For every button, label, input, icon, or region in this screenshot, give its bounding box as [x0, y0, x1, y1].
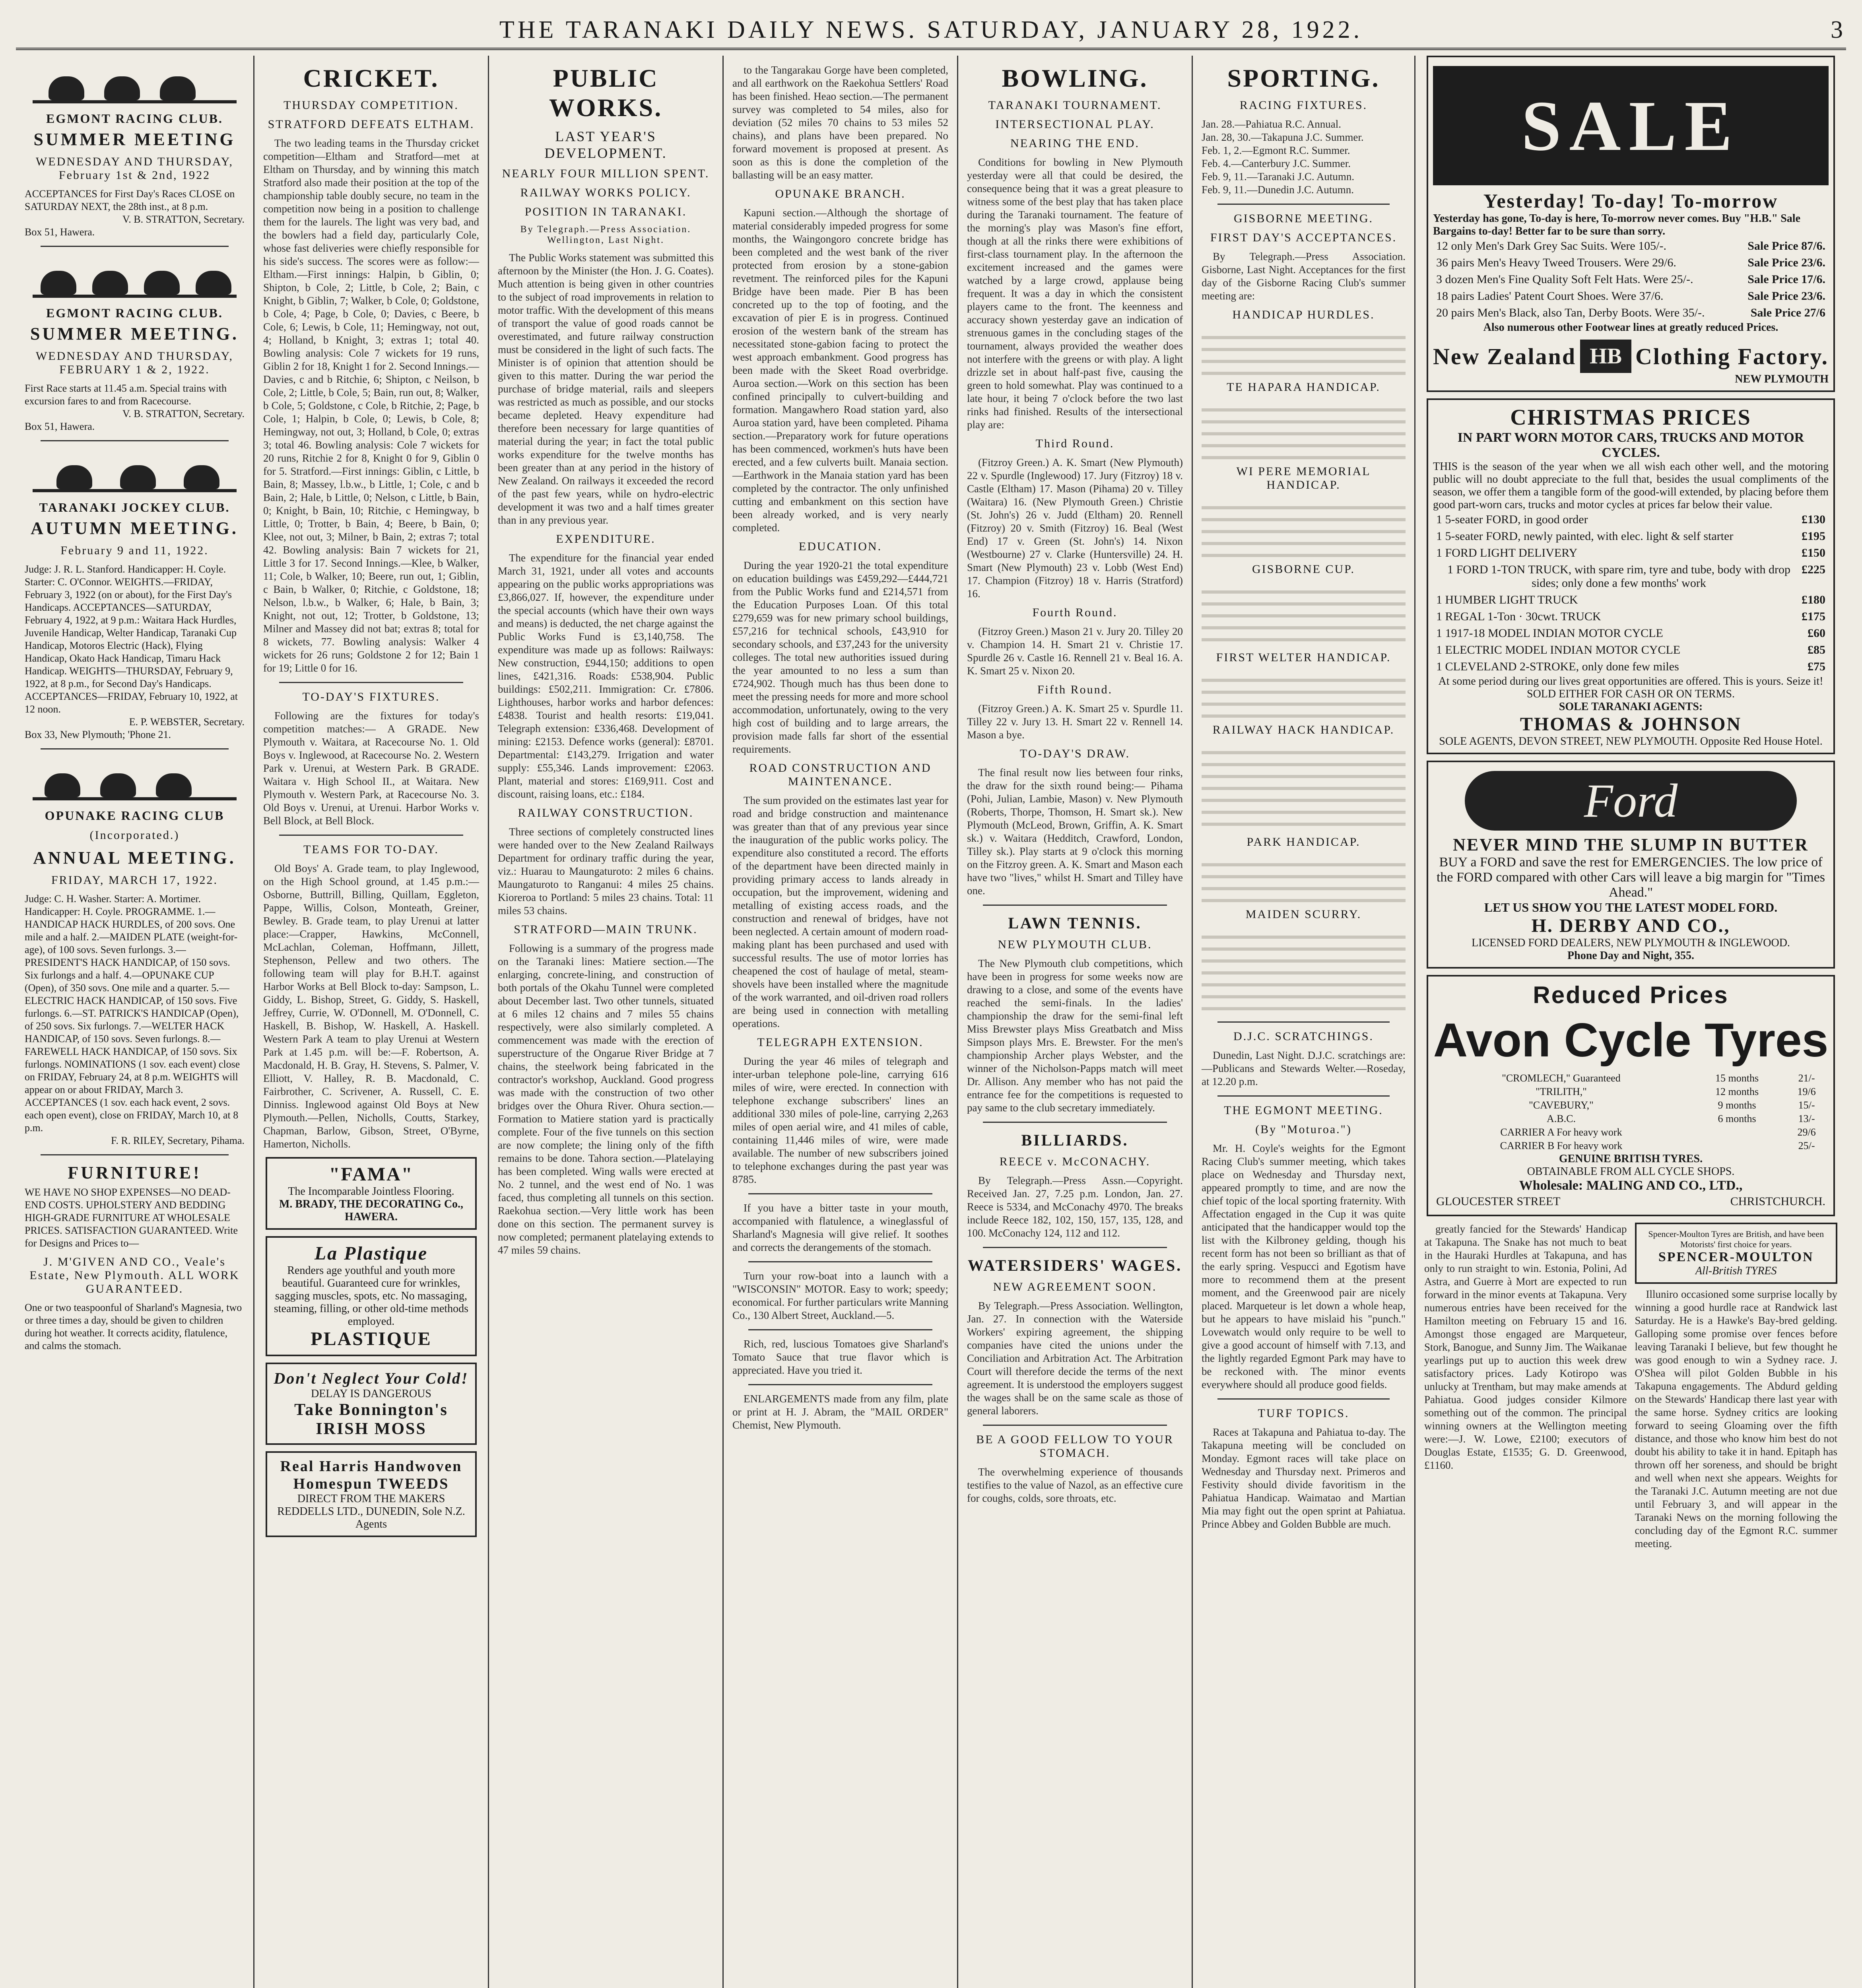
egmont-club-notice-2 [25, 306, 245, 433]
race-heading: TE HAPARA HANDICAP. [1227, 381, 1380, 394]
race-heading: WI PERE MEMORIAL HANDICAP. [1236, 465, 1371, 491]
fourth-round-body: (Fitzroy Green.) Mason 21 v. Jury 20. Tilley 20 v. Champion 14. H. Smart 21 v. Christie 17. Spurdle 26 v. Castle 16. Rennell 21 v. Beal 16. A. K. Smart 25 v. Nixon 20. [967, 625, 1183, 677]
car-item: 1 CLEVELAND 2-STROKE, only done few miles £75 [1436, 660, 1825, 673]
todays-draw-heading: TO-DAY'S DRAW. [1019, 747, 1130, 760]
plastique-logo: PLASTIQUE [311, 1328, 432, 1349]
enlargements-ad: ENLARGEMENTS made from any film, plate or print at H. J. Abram, the "MAIL ORDER" Chemist, New Plymouth. [732, 1393, 948, 1431]
club-box: Box 33, New Plymouth; 'Phone 21. [25, 729, 171, 740]
race-heading: GISBORNE CUP. [1252, 563, 1355, 576]
avon-price-table [1433, 1072, 1829, 1153]
cricket-heading: CRICKET. [303, 64, 439, 92]
club-box: Box 51, Hawera. [25, 226, 95, 238]
opunake-branch-heading: OPUNAKE BRANCH. [775, 187, 906, 200]
ford-headline: NEVER MIND THE SLUMP IN BUTTER [1453, 835, 1809, 854]
ford-cta: LET US SHOW YOU THE LATEST MODEL FORD. [1484, 900, 1778, 914]
racing-fixtures-heading: RACING FIXTURES. [1239, 99, 1368, 112]
sale-item: 36 pairs Men's Heavy Tweed Trousers. Were 29/6. Sale Price 23/6. [1436, 256, 1825, 269]
sale-left: New Zealand [1433, 343, 1577, 369]
christmas-prices-ad [1427, 398, 1835, 754]
club-dates: FRIDAY, MARCH 17, 1922. [51, 874, 218, 887]
harris-body: DIRECT FROM THE MAKERS [297, 1493, 445, 1505]
fixture-item: Feb. 1, 2.—Egmont R.C. Summer. [1202, 144, 1350, 156]
billiards-sub: REECE v. McCONACHY. [999, 1155, 1151, 1168]
tennis-body: The New Plymouth club competitions, which have been in progress for some weeks now are drawing to a close, and some of the events have reached the semi-finals. In the ladies' championship the draw for the semi-final left Miss Brewster plays Miss Greatbatch and Miss Simpson plays Mrs. E. Brewster. For the men's championship Archer plays Webster, and the winner of the Nicholson-Papps match will meet Dr. Allison. Any member who has not paid the entrance fee for the competitions is requested to pay same to the club secretary immediately. [967, 957, 1183, 1114]
acceptance-list [1202, 400, 1406, 459]
race-heading: PARK HANDICAP. [1247, 835, 1361, 848]
avon-row: CARRIER B For heavy work 25/- [1500, 1140, 1815, 1151]
columns [16, 56, 1846, 1988]
racing-fixtures-list [1202, 118, 1406, 196]
car-item: 1 HUMBER LIGHT TRUCK £180 [1436, 593, 1825, 606]
furniture-title: FURNITURE! [68, 1163, 202, 1182]
masthead-title: THE TARANAKI DAILY NEWS. SATURDAY, JANUARY 28, 1922. [499, 16, 1363, 43]
avon-wholesale: Wholesale: MALING AND CO., LTD., [1519, 1178, 1743, 1193]
plastique-body: Renders age youthful and youth more beautiful. Guaranteed cure for wrinkles, sagging muscles, spots, etc. No massaging, steaming, filling, or other old-time methods employed. [274, 1264, 469, 1328]
club-dates: WEDNESDAY AND THURSDAY, February 1st & 2nd, 1922 [35, 155, 234, 182]
pw-body4: Following is a summary of the progress made on the Taranaki lines: Matiere section.—The enlarging, concrete-lining, and construction of both portals of the Okahu Tunnel were completed about December last. Two other tunnels, situated at 6 miles 12 chains and 7 miles 55 chains respectively, were also similarly completed. A commencement was made with the erection of superstructure of the Ongarue River Bridge at 7 chains, the steelwork being fabricated in the contractor's workshop, Auckland. Good progress was made with the construction of two other bridges over the Ohura River. Ohura section.—Formation to Matiere station yard is practically complete. Four of the five tunnels on this section are now complete; the lining only of the fifth remains to be done. Tahora section.—Platelaying has been completed. Wing walls were erected at No. 2 tunnel, and the west end of No. 1 was faced, thus completing all tunnels on this section. Raekohua section.—Very little work has been done on this section. The permanent survey is now completed; permanent platelaying extends to 47 miles 59 chains. [498, 942, 714, 1256]
club-box: Box 51, Hawera. [25, 421, 95, 432]
racing-horse-illustration [33, 757, 237, 804]
race-heading: HANDICAP HURDLES. [1232, 308, 1375, 321]
christmas-note: At some period during our lives great opportunities are offered. This is yours. Seize it! SOLD EITHER FOR CASH OR ON TERMS. [1438, 675, 1823, 700]
avon-obtain: OBTAINABLE FROM ALL CYCLE SHOPS. [1527, 1165, 1735, 1178]
roads-body: The sum provided on the estimates last year for road and bridge construction and maintenance was greater than that of any previous year since the inauguration of the public works policy. The expenditure also constituted a record. The efforts of the department have been directed mainly in providing primary access to lands already in occupation, but the improvement, widening and metalling of existing access roads, and the construction and renewal of bridges, have not been neglected. A certain amount of modern road-making plant has been purchased and used with successful results. The use of motor lorries has cheapened the cost of haulage of metal, steam-shovels have been installed where the magnitude of the work warranted, and oil-driven road rollers are being used in connection with metalling operations. [732, 794, 948, 1029]
avon-row: "CROMLECH," Guaranteed 15 months 21/- [1502, 1072, 1815, 1084]
column-bowling [958, 56, 1193, 1988]
cricket-body1: The two leading teams in the Thursday cricket competition—Eltham and Stratford—met at Eltham on Thursday, and by winning this match Stratford also made their position at the top of the championship table doubly secure, no team in the competition now being in a position to challenge them for the laurels. The light was very bad, and the bowlers had a field day, particularly Cole, whose fast deliveries were chiefly responsible for his side's success. The scores were as follow:— Eltham.—First innings: Halpin, b Giblin, 0; Shipton, b Cole, 2; Little, b Cole, 2; Bain, c Knight, b Giblin, 7; Walker, b Cole, 0; Goldstone, b Cole, 4; Page, b Cole, 0; Davies, c Beere, b Cole, 6; Lewis, b Cole, 11; Hemingway, not out, 4; Holland, b Knight, 3; extras 1; total 40. Bowling analysis: Cole 7 wickets for 19 runs, Giblin 2 for 18, Knight 1 for 2. Second Innings.—Davies, c and b Ritchie, 6; Shipton, c Neilson, b Cole, 2; Little, b Cole, 5; Bain, run out, 8; Walker, b Cole, 5; Goldstone, c Cole, b Ritchie, 2; Page, b Cole, 1; Halpin, b Cole, 0; Lewis, b Cole, 8; Hemingway, not out, 3; Holland, b Cole, 0; extras 3; total 46. Bowling analysis: Cole 7 wickets for 20 runs, Ritchie 2 for 8, Knight 0 for 9, Giblin 0 for 5. Stratford.—First innings: Giblin, c Little, b Bain, 8; Massey, l.b.w., b Little, 1; Cole, c and b Bain, 2; Hale, b Little, 0; Nelson, c Little, b Bain, 0; Knight, b Bain, 10; Ritchie, c Hemingway, b Little, 0; Trotter, b Bain, 4; Beere, b Bain, 0; Klee, not out, 3; Milner, b Bain, 2; extras 7; total 42. Bowling analysis: Bain 7 wickets for 21, Little 3 for 17. Second Innings.—Klee, b Walker, 11; Cole, b Walker, 10; Beere, run out, 1; Giblin, c Bain, b Walker, 0; Ritchie, c Goldstone, 18; Nelson, l.b.w., b Walker, 6; Hale, b Bain, 3; Knight, not out, 12; Trotter, b Goldstone, 13; Milner and Massey did not bat; extras 8; total for 8 wickets, 77. Bowling analysis: Walker 4 wickets for 26 runs; Goldstone 2 for 12; Bain 1 for 19; Little 0 for 16. [263, 137, 479, 674]
acceptance-list [1202, 927, 1406, 1014]
watersiders-heading: WATERSIDERS' WAGES. [967, 1256, 1182, 1274]
sale-footer: Also numerous other Footwear lines at greatly reduced Prices. [1483, 321, 1779, 334]
cricket-sub2: STRATFORD DEFEATS ELTHAM. [268, 118, 475, 131]
acceptance-list [1202, 327, 1406, 375]
lawn-tennis-heading: LAWN TENNIS. [1008, 914, 1142, 932]
car-item: 1 5-seater FORD, newly painted, with elec. light & self starter £195 [1436, 530, 1825, 543]
fixtures-body: Following are the fixtures for today's competition matches:— A GRADE. New Plymouth v. Waitara, at Racecourse No. 1. Old Boys v. Inglewood, at Racecourse No. 2. Western Park v. Urenui, at Western Park. B GRADE. Waitara v. High School II., at Waitara. New Plymouth v. Western Park, at Racecourse No. 3. Old Boys v. Urenui, at Urenui. Harbor Works v. Bell Block, at Bell Block. [263, 710, 479, 827]
third-round-body: (Fitzroy Green.) A. K. Smart (New Plymouth) 22 v. Spurdle (Inglewood) 17. Jury (Fitzroy) 18 v. Castle (Eltham) 17. Mason (Pihama) 20 v. Tilley (Waitara) 16. (New Plymouth Green.) Christie (St. John's) 26 v. Judd (Eltham) 20. Rennell (Fitzroy) 20 v. Smith (Fitzroy) 16. Beal (West End) 17 v. Green (St. John's) 14. Nixon (Westbourne) 27 v. Clarke (Huntersville) 24. H. Smart (New Plymouth) 23 v. Lobb (West End) 17. Champion (Fitzroy) 18 v. Harris (Stratford) 16. [967, 456, 1183, 600]
bowling-sub1: TARANAKI TOURNAMENT. [988, 99, 1162, 112]
pw-body1: The Public Works statement was submitted this afternoon by the Minister (the Hon. J. G. Coates). Much attention is being given in other countries to the subject of road improvements in relation to motor traffic. With the development of this means of transport the value of good roads cannot be overestimated, and future railway construction must be considered in the light of such facts. The Minister is of opinion that attention should be given to this matter. During the war period the purchase of bridge material, rails and sleepers was restricted as much as possible, and our stocks became depleted. Heavy expenditure had therefore been necessary for large quantities of material during the year; in fact the total public works expenditure for the twelve months has been greater than at any period in the history of New Zealand. On railways it exceeded the record of the past few years, while on hydro-electric development it was two and a half times greater than in any previous year. [498, 252, 714, 526]
club-meeting: SUMMER MEETING. [30, 324, 239, 344]
plastique-title: La Plastique [314, 1243, 428, 1264]
sporting-continued-right [1635, 1223, 1838, 1553]
club-meeting: SUMMER MEETING [33, 130, 236, 149]
club-sign: F. R. RILEY, Secretary, Pihama. [111, 1135, 245, 1146]
education-heading: EDUCATION. [798, 540, 882, 553]
spencer-tag: All-British TYRES [1695, 1265, 1777, 1277]
bonnington-ad [266, 1363, 477, 1445]
sporting-continued-right-body: Illuniro occasioned some surprise locally by winning a good hurdle race at Randwick last Saturday. He is a Hawke's Bay-bred gelding. Galloping some promise over fences before leaving Taranaki I believe, but few thought he was good enough to win a Sydney race. J. O'Shea will pilot Golden Bubble in his Takapuna engagements. The Abdurd gelding on the Stewards' Handicap there last year with the same horse. Sydney critics are looking forward to seeing Gloaming over the fifth distance, and those who know him best do not doubt his ability to take it in hand. Epitaph has thrown off her soreness, and should be bright and well when next she appears. Weights for the Taranaki J.C. Autumn meeting are not due until February 3, and will appear in the Taranaki News on the morning following the concluding day of the Egmont R.C. summer meeting. [1635, 1288, 1837, 1549]
race-heading: RAILWAY HACK HANDICAP. [1212, 723, 1395, 736]
acceptance-list [1202, 670, 1406, 718]
avon-row: "TRILITH," 12 months 19/6 [1536, 1086, 1816, 1097]
club-name: EGMONT RACING CLUB. [46, 306, 223, 320]
harris-title: Real Harris Handwoven Homespun TWEEDS [280, 1458, 462, 1492]
club-name: TARANAKI JOCKEY CLUB. [39, 500, 230, 514]
stomach-ad-heading: BE A GOOD FELLOW TO YOUR STOMACH. [976, 1433, 1174, 1460]
column-public-works-continued [724, 56, 958, 1988]
club-name: OPUNAKE RACING CLUB [45, 808, 225, 823]
fixture-item: Jan. 28.—Pahiatua R.C. Annual. [1202, 118, 1341, 130]
sharland-magnesia-ad: If you have a bitter taste in your mouth, accompanied with flatulence, a wineglassful of Sharland's Magnesia will give relief. It soothes and corrects the derangements of the stomach. [732, 1202, 948, 1253]
club-dates: WEDNESDAY AND THURSDAY, FEBRUARY 1 & 2, 1922. [35, 349, 234, 376]
gisborne-body: By Telegraph.—Press Association. Gisborne, Last Night. Acceptances for the first day of the Gisborne Racing Club's summer meeting are: [1202, 250, 1406, 302]
ford-body: BUY a FORD and save the rest for EMERGENCIES. The low price of the FORD compared with other Cars will leave a big margin for "Times Ahead." [1436, 855, 1825, 900]
furniture-foot: One or two teaspoonful of Sharland's Magnesia, two or three times a day, should be given to children during hot weather. It corrects acidity, flatulence, and calms the stomach. [25, 1302, 242, 1351]
egmont-byline: (By "Moturoa.") [1255, 1123, 1352, 1136]
ford-firm: H. DERBY AND CO., [1531, 915, 1730, 936]
turf-topics-heading: TURF TOPICS. [1258, 1407, 1349, 1420]
pw-byline: By Telegraph.—Press Association. Wellington, Last Night. [520, 224, 691, 245]
sale-intro: Yesterday has gone, To-day is here, To-morrow never comes. Buy "H.B." Sale Bargains to-day! Better far to be sure than sorry. [1433, 212, 1800, 237]
sale-item: 18 pairs Ladies' Patent Court Shoes. Were 37/6. Sale Price 23/6. [1436, 289, 1825, 303]
car-item: 1 ELECTRIC MODEL INDIAN MOTOR CYCLE £85 [1436, 643, 1825, 656]
sale-item: 3 dozen Men's Fine Quality Soft Felt Hats. Were 25/-. Sale Price 17/6. [1436, 273, 1825, 286]
ford-logo: Ford [1465, 771, 1797, 831]
tennis-sub: NEW PLYMOUTH CLUB. [998, 938, 1152, 951]
fourth-round-heading: Fourth Round. [1032, 606, 1118, 619]
club-sub: (Incorporated.) [89, 829, 180, 842]
club-body: First Race starts at 11.45 a.m. Special trains with excursion fares to and from Racecourse. [25, 382, 227, 407]
fama-sign: M. BRADY, THE DECORATING Co., HAWERA. [279, 1198, 464, 1223]
furniture-sign: J. M'GIVEN AND CO., Veale's Estate, New Plymouth. ALL WORK GUARANTEED. [29, 1255, 240, 1295]
club-sign: E. P. WEBSTER, Secretary. [129, 716, 245, 728]
column-sporting [1193, 56, 1415, 1988]
ford-addr: LICENSED FORD DEALERS, NEW PLYMOUTH & INGLEWOOD. [1472, 937, 1790, 949]
roads-heading: ROAD CONSTRUCTION AND MAINTENANCE. [749, 761, 932, 788]
column-cricket [254, 56, 489, 1988]
bonnington-line1: Don't Neglect Your Cold! [274, 1369, 469, 1387]
bonnington-line2: DELAY IS DANGEROUS [311, 1388, 431, 1400]
avon-row: CARRIER A For heavy work 29/6 [1500, 1126, 1816, 1138]
sporting-continued-left: greatly fancied for the Stewards' Handicap at Takapuna. The Snake has not much to beat in the Hauraki Hurdles at Takapuna, and has only to run straight to win. Estonia, Polini, Ad Astra, and Guerre à Mort are expected to run forward in the minor events at Takapuna. Very numerous entries have been received for the Hamilton meeting on February 15 and 16. Amongst those engaged are Marqueteur, Stork, Banogue, and Sunny Jim. The Waikanae yearlings put up to auction this week drew satisfactory prices. Lady Kotiropo was unlucky at Trentham, but may make amends at Pahiatua. Good judges consider Kilmore something out of the common. The principal winning owners at the Wellington meeting were:—J. W. Lowe, £2100; executors of Douglas Estate, £1535; G. D. Greenwood, £1160. [1424, 1223, 1627, 1471]
telegraph-body: During the year 46 miles of telegraph and inter-urban telephone pole-line, carrying 616 miles of wire, were erected. In connection with telephone exchange subscribers' lines an additional 330 miles of pole-line, carrying 2,263 miles of open aerial wire, and 41 miles of cable, containing 11,446 miles of wire, were made available. The number of new subscribers joined to telephone exchanges during the past year was 8785. [732, 1055, 948, 1185]
egmont-club-notice-1 [25, 111, 245, 239]
avon-top: Reduced Prices [1533, 982, 1729, 1008]
car-item: 1 REGAL 1-Ton · 30cwt. TRUCK £175 [1436, 610, 1825, 623]
nazol-ad: The overwhelming experience of thousands testifies to the value of Nazol, as an effective cure for coughs, colds, sore throats, etc. [967, 1466, 1183, 1504]
spencer-top: Spencer-Moulton Tyres are British, and have been Motorists' first choice for years. [1648, 1229, 1824, 1249]
racing-horse-illustration [33, 448, 237, 496]
djc-body: Dunedin, Last Night. D.J.C. scratchings are:—Publicans and Stewards Welter.—Roseday, at 12.20 p.m. [1202, 1049, 1406, 1087]
fifth-round-body: (Fitzroy Green.) A. K. Smart 25 v. Spurdle 11. Tilley 22 v. Jury 13. H. Smart 22 v. Rennell 14. Mason a bye. [967, 703, 1183, 741]
avon-genuine: GENUINE BRITISH TYRES. [1559, 1153, 1703, 1165]
pw-sub2: NEARLY FOUR MILLION SPENT. [502, 167, 710, 180]
fama-ad [266, 1157, 477, 1230]
masthead [16, 12, 1846, 50]
fixture-item: Feb. 9, 11.—Dunedin J.C. Autumn. [1202, 184, 1354, 196]
bowling-body1: Conditions for bowling in New Plymouth yesterday were all that could be desired, the consequence being that it was a great pleasure to witness some of the best play that has taken place during the Taranaki tournament. The feature of the morning's play was Mason's fine effort, though at all the rinks there were exhibitions of first-class tournament play. In the afternoon the excitement increased and the games were watched by a large crowd, applause being frequent. It was a day in which the consistent players came to the front. The keenness and accuracy shown yesterday gave an indication of strenuous games in the concluding stages of the tournament, always provided the weather does not interfere with the greens or with play. A light drizzle set in about half-past five, causing the green to hold somewhat. Play was continued to a late hour, it being 7 o'clock before the two last rinks had finished. Results of the intersectional play are: [967, 156, 1183, 431]
sale-town: NEW PLYMOUTH [1735, 373, 1829, 385]
opunake-club-notice [25, 808, 245, 1147]
column-racing-notices [16, 56, 254, 1988]
fixture-item: Feb. 4.—Canterbury J.C. Summer. [1202, 157, 1351, 169]
fixtures-heading: TO-DAY'S FIXTURES. [302, 690, 440, 703]
spencer-moulton-ad [1635, 1223, 1838, 1284]
pw-sub6: RAILWAY CONSTRUCTION. [518, 806, 694, 819]
club-body: Judge: C. H. Washer. Starter: A. Mortimer. Handicapper: H. Coyle. PROGRAMME. 1.—HANDICAP HACK HURDLES, of 200 sovs. One mile and a half. 2.—MAIDEN PLATE (weight-for-age), of 100 sovs. Seven furlongs. 3.—PRESIDENT'S HACK HANDICAP, of 150 sovs. Six furlongs and a half. 4.—OPUNAKE CUP (Open), of 350 sovs. One mile and a quarter. 5.—ELECTRIC HACK HANDICAP, of 150 sovs. Five furlongs. 6.—ST. PATRICK'S HANDICAP (Open), of 250 sovs. Six furlongs. 7.—WELTER HACK HANDICAP, of 150 sovs. Seven furlongs. 8.—FAREWELL HACK HANDICAP, of 150 sovs. Six furlongs. NOMINATIONS (1 sov. each event) close on FRIDAY, February 24, at 8 p.m. WEIGHTS will appear on or about FRIDAY, March 3. ACCEPTANCES (1 sov. each hack event, 2 sovs. each open event), close on FRIDAY, March 10, at 8 p.m. [25, 893, 240, 1134]
pw-sub5: EXPENDITURE. [556, 532, 656, 546]
spencer-name: SPENCER-MOULTON [1658, 1250, 1814, 1264]
tomato-sauce-ad: Rich, red, luscious Tomatoes give Sharland's Tomato Sauce that true flavor which is appreciated. Have you tried it. [732, 1338, 948, 1376]
avon-row: "CAVEBURY," 9 months 15/- [1529, 1099, 1815, 1111]
club-meeting: ANNUAL MEETING. [33, 848, 236, 868]
bowling-sub2: INTERSECTIONAL PLAY. [995, 118, 1155, 131]
column-public-works [489, 56, 724, 1988]
pw-body3: Three sections of completely constructed lines were handed over to the New Zealand Railways Department for ordinary traffic during the year, viz.: Huarau to Maungaturoto: 2 miles 6 chains. Maungaturoto to Ranganui: 4 miles 25 chains. Kioreroa to Portland: 5 miles 23 chains. Total: 11 miles 53 chains. [498, 826, 714, 916]
acceptance-list [1202, 742, 1406, 830]
sporting-heading: SPORTING. [1227, 64, 1380, 92]
education-body: During the year 1920-21 the total expenditure on education buildings was £459,292—£444,721 from the Public Works fund and £214,571 from the Education Purposes Loan. Of this total £279,659 was for new primary school buildings, £57,216 for technical schools, £43,910 for secondary schools, and £37,243 for the university colleges. The total new authorities issued during the year amounted to no less a sum than £724,902. Though much has thus been done to meet the pressing needs for more and more school accommodation, unfortunately, owing to the very high cost of building and to large arrears, the provision made falls far short of the essential requirements. [732, 559, 948, 755]
gisborne-heading: GISBORNE MEETING. [1234, 212, 1373, 225]
club-body: ACCEPTANCES for First Day's Races CLOSE on SATURDAY NEXT, the 28th inst., at 8 p.m. [25, 188, 235, 212]
ford-ad [1427, 761, 1835, 969]
christmas-intro: THIS is the season of the year when we all wish each other well, and the motoring public will no doubt appreciate to the full that, besides the usual compliments of the season, we offer them a tangible form of the good-will extended, by placing before them good part-worn cars, trucks and motor cycles at prices far below their value. [1433, 460, 1829, 511]
pw-sub4: POSITION IN TARANAKI. [524, 205, 687, 218]
todays-draw-body: The final result now lies between four rinks, the draw for the sixth round being:— Pihama (Pohi, Julian, Lambie, Mason) v. New Plymouth (Roberts, Thorpe, Thomson, H. Smart sk.). New Plymouth (McLeod, Brown, Griffin, A. K. Smart sk.) v. Waitara (Hedditch, Crawford, London, Tilley sk.). Play starts at 9 o'clock this morning on the Fitzroy green. A. K. Smart and Mason each have two "lives," whilst H. Smart and Tilley have one. [967, 767, 1183, 897]
hb-logo: HB [1580, 340, 1631, 373]
taranaki-jockey-club-notice [25, 500, 245, 741]
christmas-agents: SOLE TARANAKI AGENTS: [1559, 701, 1703, 713]
sporting-continued [1424, 1223, 1837, 1553]
bowling-sub3: NEARING THE END. [1010, 137, 1140, 150]
race-heading: FIRST WELTER HANDICAP. [1216, 651, 1391, 664]
sale-right: Clothing Factory. [1635, 343, 1829, 369]
sale-brand-row [1433, 340, 1829, 373]
cricket-sub1: THURSDAY COMPETITION. [283, 99, 459, 112]
fixture-item: Feb. 9, 11.—Taranaki J.C. Autumn. [1202, 171, 1355, 182]
billiards-body: By Telegraph.—Press Assn.—Copyright. Received Jan. 27, 7.25 p.m. London, Jan. 27. Reece is 5334, and McConachy 4970. The breaks include Reece 182, 102, 150, 157, 135, 128, and 100. McConachy 124, 112 and 112. [967, 1175, 1183, 1239]
avon-tyres-ad [1427, 975, 1835, 1216]
racing-horse-illustration [33, 60, 237, 107]
pw-body2: The expenditure for the financial year ended March 31, 1921, under all votes and accounts appearing on the public works appropriations was £3,866,027. If, however, the expenditure under the special accounts (which have their own ways and means) is deducted, the net charge against the Public Works Fund is £3,140,758. The expenditure was made up as follows: Railways: New construction, £944,150; additions to open lines, £421,316. Roads: £538,904. Public buildings: £502,211. Immigration: Cr. £7806. Lighthouses, harbor works and harbor defences: £4838. Tourist and health resorts: £19,041. Telegraph extension: £336,468. Development of mining: £2153. Defence works (general): £8701. Departmental: £143,279. Irrigation and water supply: £55,346. Lands improvement: £2063. Plant, material and stores: £169,911. Cost and discount, raising loans, etc.: £184. [498, 552, 714, 800]
club-dates: February 9 and 11, 1922. [60, 544, 209, 557]
club-meeting: AUTUMN MEETING. [31, 518, 239, 538]
pw-sub1: LAST YEAR'S DEVELOPMENT. [544, 128, 667, 161]
car-item: 1 1917-18 MODEL INDIAN MOTOR CYCLE £60 [1436, 627, 1825, 640]
bowling-heading: BOWLING. [1002, 64, 1148, 92]
fama-title: "FAMA" [329, 1164, 414, 1185]
opunake-branch-body: Kapuni section.—Although the shortage of material considerably impeded progress for some months, the Waingongoro concrete bridge has been completed and the west bank of the river protected from erosion by a stone-gabion revetment. The reinforced piles for the Kapuni Bridge have been made. Pier B has been concreted up to the top of footing, and the excavation of pier E is in progress. Continued erosion of the western bank of the stream has necessitated stone-gabion facing to protect the west approach embankment. Good progress has been made with the Skeet Road overbridge. Auroa section.—Work on this section has been confined principally to culvert-building and formation. Mangawhero Road station yard, also Auroa station yard, have been completed. Pihama section.—Preparatory work for future operations has been commenced, workmen's huts have been erected, and a few culverts built. Manaia section.—Earthwork in the Manaia station yard has been completed by the contractor. The only unfinished cutting and embankment on this section have been already worked, and is very nearly completed. [732, 207, 948, 534]
acceptance-list [1202, 497, 1406, 557]
avon-title: Avon Cycle Tyres [1433, 1013, 1829, 1067]
club-name: EGMONT RACING CLUB. [46, 111, 223, 126]
furniture-ad [25, 1163, 245, 1352]
pw-sub7: STRATFORD—MAIN TRUNK. [514, 923, 698, 936]
turf-topics-body: Races at Takapuna and Pahiatua to-day. The Takapuna meeting will be concluded on Monday. Egmont races will take place on Wednesday and Thursday next. Primeros and Festivity should divide favoritism in the Pahiatua Handicap. Waimatao and Martian Mia may fight out the open sprint at Pahiatua. Prince Abbey and Golden Bubble are much. [1202, 1426, 1406, 1530]
club-sign: V. B. STRATTON, Secretary. [122, 408, 245, 419]
wisconsin-motor-ad: Turn your row-boat into a launch with a "WISCONSIN" MOTOR. Easy to work; speedy; economical. For further particulars write Manning Co., 130 Albert Street, Auckland.—5. [732, 1270, 948, 1321]
christmas-addr: SOLE AGENTS, DEVON STREET, NEW PLYMOUTH. Opposite Red House Hotel. [1439, 735, 1823, 747]
hb-sale-ad [1427, 56, 1835, 392]
furniture-body: WE HAVE NO SHOP EXPENSES—NO DEAD-END COSTS. UPHOLSTERY AND BEDDING HIGH-GRADE FURNITURE AT WHOLESALE PRICES. SATISFACTION GUARANTEED. Write for Designs and Prices to— [25, 1186, 238, 1249]
avon-address: GLOUCESTER STREET CHRISTCHURCH. [1436, 1195, 1825, 1208]
christmas-firm: THOMAS & JOHNSON [1520, 714, 1742, 735]
plastique-ad [266, 1236, 477, 1356]
car-item: 1 FORD 1-TON TRUCK, with spare rim, tyre and tube, body with drop sides; only done a few months' work £225 [1447, 563, 1825, 590]
club-body: Judge: J. R. L. Stanford. Handicapper: H. Coyle. Starter: C. O'Connor. WEIGHTS.—FRIDAY, February 3, 1922 (on or about), for the First Day's Handicaps. ACCEPTANCES—SATURDAY, February 4, 1922, at 9 p.m.: Waitara Hack Hurdles, Juvenile Handicap, Welter Handicap, Taranaki Cup Handicap, Motoros Electric (Hack), Flying Handicap, Okato Hack Handicap, Timaru Hack Handicap. WEIGHTS—THURSDAY, February 9, 1922, at 8 p.m., for Second Day's Handicaps. ACCEPTANCES—FRIDAY, February 10, 1922, at 12 noon. [25, 563, 238, 715]
sale-banner: SALE [1433, 66, 1829, 185]
egmont-meeting-heading: THE EGMONT MEETING. [1224, 1104, 1383, 1117]
billiards-heading: BILLIARDS. [1021, 1131, 1129, 1149]
column-advertisements [1415, 56, 1846, 1988]
sale-headline: Yesterday! To-day! To-morrow [1483, 190, 1779, 212]
avon-row: A.B.C. 6 months 13/- [1547, 1113, 1815, 1124]
fama-sub: The Incomparable Jointless Flooring. [288, 1185, 454, 1198]
fixture-item: Jan. 28, 30.—Takapuna J.C. Summer. [1202, 131, 1364, 143]
teams-body: Old Boys' A. Grade team, to play Inglewood, on the High School ground, at 1.45 p.m.:—Osborne, Buttrill, Billing, Quillam, Eggleton, Pappe, Willis, Colson, Monteath, Greiner, Bewley. B. Grade team, to play Urenui at latter place:—Crapper, Hawkins, McConnell, McLachlan, Coleman, Hoffmann, Jillett, Stephenson, Pellew and two others. The following team will play for B.H.T. against Harbor Works at Bell Block to-day: Sampson, L. Giddy, L. Bishop, Street, G. Giddy, S. Haskell, Jeffrey, Currie, W. O'Donnell, M. O'Donnell, C. Haskell, B. Bishop, W. Haskell, A. Haskell. Western Park A team to play Urenui at Western Park at 1.45 p.m. will be:—F. Robertson, A. Macdonald, H. B. Gray, H. Stevens, S. Palmer, V. Elliott, V. Halley, R. B. Macdonald, C. Fairbrother, C. Scrivener, A. Russell, C. E. Dinniss. Inglewood against Old Boys at New Plymouth.—Pellen, Nicholls, Coutts, Starkey, Chapman, Barlow, Gibson, Street, O'Byrne, Hamerton, Nicholls. [263, 862, 479, 1150]
christmas-title: CHRISTMAS PRICES [1510, 405, 1751, 430]
racing-horse-illustration [33, 254, 237, 302]
christmas-sub: IN PART WORN MOTOR CARS, TRUCKS AND MOTOR CYCLES. [1457, 430, 1804, 460]
acceptance-list [1202, 854, 1406, 902]
watersiders-sub: NEW AGREEMENT SOON. [993, 1280, 1157, 1293]
bonnington-line3: Take Bonnington's IRISH MOSS [294, 1401, 448, 1438]
harris-tweed-ad [266, 1451, 477, 1537]
third-round-heading: Third Round. [1035, 437, 1114, 450]
sale-item: 20 pairs Men's Black, also Tan, Derby Boots. Were 35/-. Sale Price 27/6 [1436, 306, 1825, 319]
sale-item: 12 only Men's Dark Grey Sac Suits. Were 105/-. Sale Price 87/6. [1436, 239, 1825, 252]
page-number: 3 [1831, 16, 1846, 43]
acceptance-list [1202, 582, 1406, 645]
race-heading: MAIDEN SCURRY. [1245, 908, 1362, 921]
public-works-heading: PUBLIC WORKS. [549, 64, 663, 122]
car-item: 1 FORD LIGHT DELIVERY £150 [1436, 546, 1825, 559]
pw-sub3: RAILWAY WORKS POLICY. [520, 186, 691, 199]
djc-heading: D.J.C. SCRATCHINGS. [1233, 1030, 1374, 1043]
club-sign: V. B. STRATTON, Secretary. [122, 214, 245, 225]
telegraph-heading: TELEGRAPH EXTENSION. [757, 1036, 924, 1049]
egmont-body: Mr. H. Coyle's weights for the Egmont Racing Club's summer meeting, which takes place on Wednesday and Thursday next, appeared promptly to time, and are now the chief topic of the local sporting fraternity. With Affectation engaged in the Cup it was quite anticipated that the handicapper would top the list with the Kilbroney gelding, though his recent form has not been so brilliant as that of the early spring. Vespucci and Egotism have more to recommend them at the present moment, and the Greenwood pair are nicely placed. Marqueteur is let down a whole heap, but he appears to have mislaid his "punch." Lovewatch would only require to be well to give a good account of himself with 7.13, and the lightly regarded Egmont Park may have to be reckoned with. The minor events everywhere should all produce good fields. [1202, 1142, 1406, 1390]
pw-body0: to the Tangarakau Gorge have been completed, and all earthwork on the Raekohua Settlers' Road has been finished. Heao section.—The permanent survey was completed to 54 miles, also for deviation (52 miles 70 chains to 53 miles 52 chains), and plans have been prepared. No forward movement is proposed at present. As soon as this is done the completion of the ballasting will be an easy matter. [732, 64, 948, 181]
fifth-round-heading: Fifth Round. [1037, 683, 1113, 696]
car-item: 1 5-seater FORD, in good order £130 [1436, 513, 1825, 526]
watersiders-body: By Telegraph.—Press Association. Wellington, Jan. 27. In connection with the Waterside Workers' expiring agreement, the shipping companies have cited the unions under the Conciliation and Arbitration Act. The Arbitration Court will therefore decide the terms of the next agreement. It is understood the employers suggest the wages shall be on the same scale as those of general laborers. [967, 1300, 1183, 1417]
teams-heading: TEAMS FOR TO-DAY. [303, 843, 439, 856]
harris-sign: REDDELLS LTD., DUNEDIN, Sole N.Z. Agents [277, 1505, 465, 1530]
ford-phone: Phone Day and Night, 355. [1567, 949, 1694, 962]
acceptances-heading: FIRST DAY'S ACCEPTANCES. [1210, 231, 1397, 244]
